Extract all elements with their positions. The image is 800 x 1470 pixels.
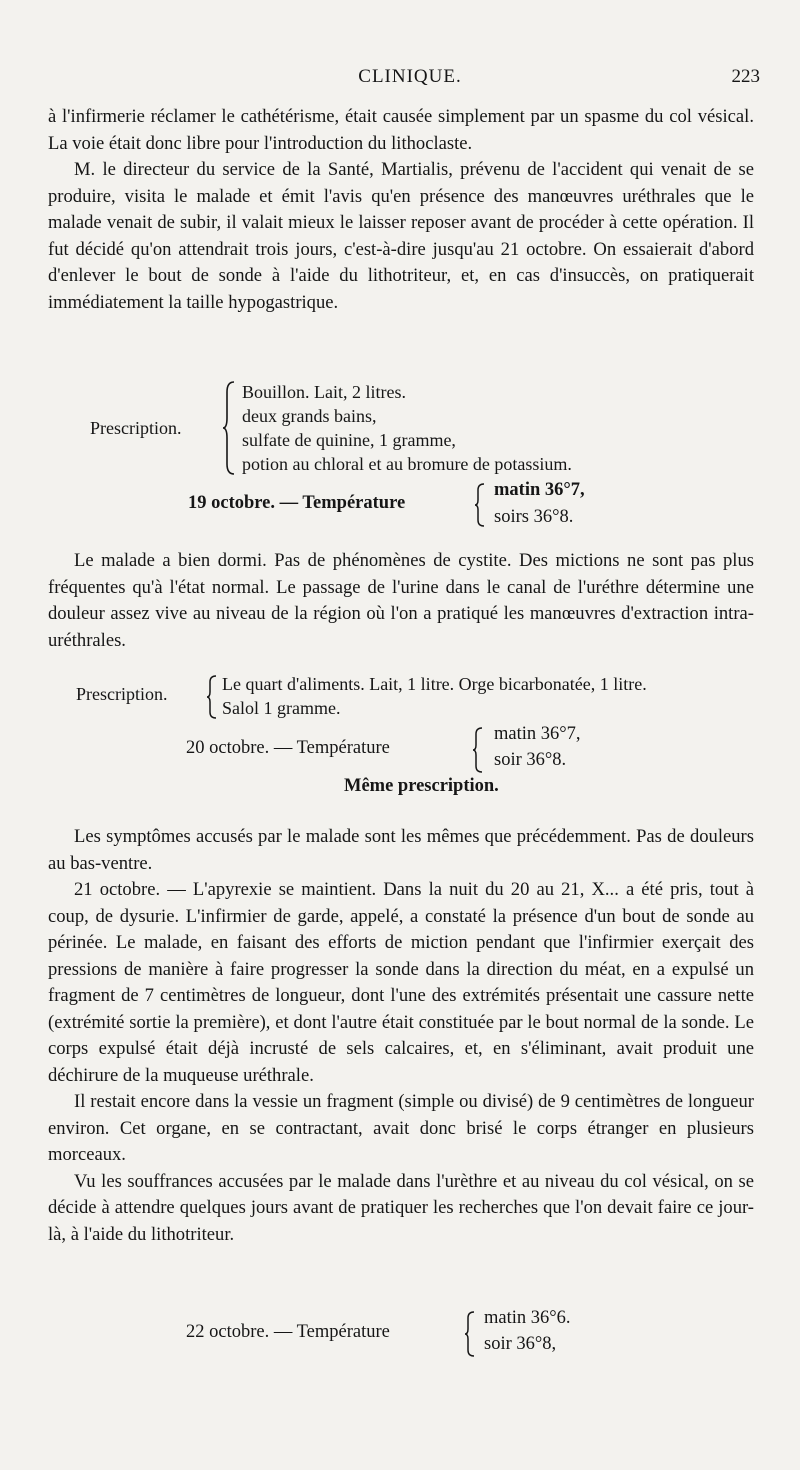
page-number: 223: [731, 66, 760, 87]
prescription-item: sulfate de quinine, 1 gramme,: [242, 430, 456, 450]
curly-brace-icon: [474, 482, 486, 528]
paragraph-1-block: [48, 104, 754, 316]
prescription-item: Le quart d'aliments. Lait, 1 litre. Orge bicarbonatée, 1 litre.: [222, 674, 647, 694]
paragraph-2: M. le directeur du service de la Santé, Martialis, prévenu de l'accident qui venait de se produire, visita le malade et émit l'avis qu'en présence des manœuvres uréthrales que le malade venait de subir, il valait mieux le laisser reposer avant de procéder à cette opération. Il fut décidé qu'on attendrait trois jours, c'est-à-dire jusqu'au 21 octobre. On essaierait d'abord d'enlever le bout de sonde à l'aide du lithotriteur, et, en cas d'insuccès, on pratiquerait immédiatement la taille hypogastrique.: [48, 159, 754, 313]
temperature-morning-20: matin 36°7,: [494, 724, 581, 744]
temperature-date-20: 20 octobre. — Température: [186, 738, 390, 758]
temperature-morning-22: matin 36°6.: [484, 1308, 571, 1328]
paragraph-5: 21 octobre. — L'apyrexie se maintient. Dans la nuit du 20 au 21, X... a été pris, tout à coup, de dysurie. L'infirmier de garde, appelé, a constaté la présence d'un bout de sonde au périnée. Le malade, en faisant des efforts de miction pendant que l'infirmier exerçait des pressions de manière à faire progresser la sonde dans la direction du méat, en a expulsé un fragment de 7 centimètres de longueur, dont l'une des extrémités présentait une cassure nette (extrémité sortie la première), et dont l'autre était constituée par le bout normal de la sonde. Le corps expulsé était déjà incrusté de sels calcaires, et, en s'éliminant, avait produit une déchirure de la muqueuse uréthrale.: [48, 879, 754, 1086]
prescription-item: Salol 1 gramme.: [222, 698, 341, 718]
prescription-item: potion au chloral et au bromure de potassium.: [242, 454, 572, 474]
page-header: [60, 66, 760, 96]
curly-brace-icon: [206, 674, 218, 720]
prescription-label-1: Prescription.: [90, 418, 182, 438]
prescription-items-2: [222, 672, 762, 720]
paragraph-1: à l'infirmerie réclamer le cathétérisme, était causée simplement par un spasme du col vésical. La voie était donc libre pour l'introduction du lithoclaste.: [48, 106, 754, 154]
paragraph-3-block: [48, 548, 754, 654]
prescription-label-2: Prescription.: [76, 684, 168, 704]
temperature-morning-19: matin 36°7,: [494, 480, 585, 500]
paragraph-7: Vu les souffrances accusées par le malade dans l'urèthre et au niveau du col vésical, on se décide à attendre quelques jours avant de pratiquer les recherches que l'on devait faire ce jour-là, à l'aide du lithotriteur.: [48, 1170, 754, 1245]
temperature-date-19: 19 octobre. — Température: [188, 493, 406, 513]
temperature-evening-22: soir 36°8,: [484, 1334, 557, 1354]
temperature-date-22: 22 octobre. — Température: [186, 1322, 390, 1342]
curly-brace-icon: [464, 1310, 476, 1358]
temperature-evening-19: soirs 36°8.: [494, 507, 574, 527]
same-prescription-note: Même prescription.: [344, 776, 499, 796]
prescription-item: Bouillon. Lait, 2 litres.: [242, 382, 406, 402]
prescription-items-1: [242, 380, 722, 476]
curly-brace-icon: [222, 380, 236, 476]
paragraphs-4-7-block: [48, 824, 754, 1248]
running-title: CLINIQUE.: [358, 66, 462, 87]
paragraph-3: Le malade a bien dormi. Pas de phénomènes de cystite. Des mictions ne sont pas plus fréquentes qu'à l'état normal. Le passage de l'urine dans le canal de l'uréthre détermine une douleur assez vive au niveau de la région où l'on a pratiqué les manœuvres d'extraction intra-uréthrales.: [48, 550, 754, 651]
temperature-evening-20: soir 36°8.: [494, 750, 567, 770]
curly-brace-icon: [472, 726, 484, 774]
prescription-item: deux grands bains,: [242, 406, 377, 426]
paragraph-4: Les symptômes accusés par le malade sont les mêmes que précédemment. Pas de douleurs au bas-ventre.: [48, 826, 754, 874]
paragraph-6: Il restait encore dans la vessie un fragment (simple ou divisé) de 9 centimètres de longueur environ. Cet organe, en se contractant, avait donc brisé le corps étranger en plusieurs morceaux.: [48, 1091, 754, 1165]
